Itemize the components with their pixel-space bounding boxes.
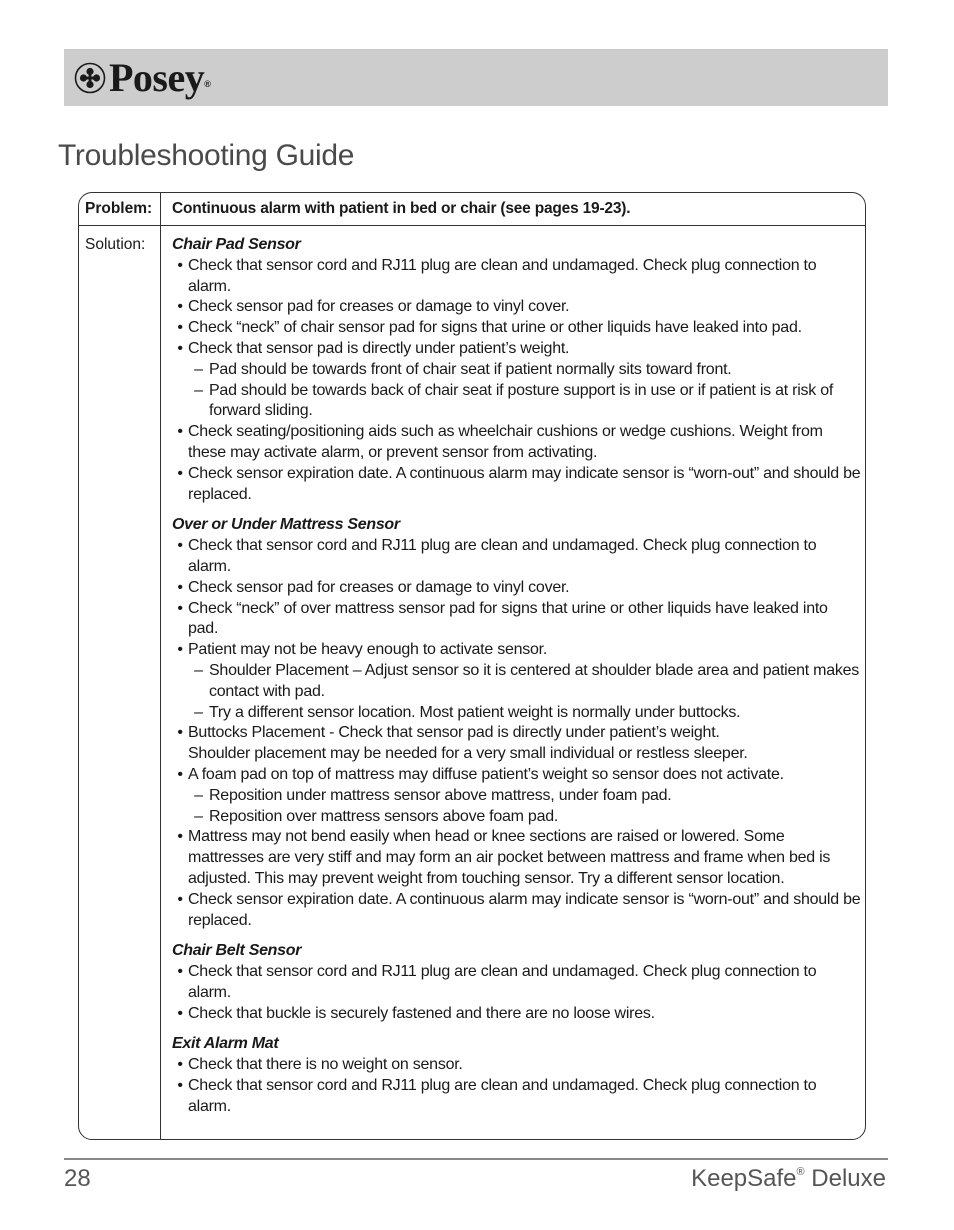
- bullet-marker: •: [177, 319, 183, 337]
- item-text: Check “neck” of chair sensor pad for signs that urine or other liquids have leaked into pad.: [188, 319, 802, 337]
- bullet-item: [172, 765, 862, 786]
- brand-name: Posey®: [109, 55, 211, 100]
- item-text: Check that sensor pad is directly under patient’s weight.: [188, 339, 570, 357]
- bullet-marker: •: [177, 890, 183, 908]
- brand-registered-mark: ®: [204, 79, 211, 89]
- item-text: Check that sensor cord and RJ11 plug are clean and undamaged. Check plug connection to alarm.: [188, 537, 817, 575]
- item-text: Check sensor pad for creases or damage to vinyl cover.: [188, 578, 570, 596]
- bullet-marker: •: [177, 963, 183, 981]
- item-text: Check “neck” of over mattress sensor pad for signs that urine or other liquids have leaked into pad.: [188, 599, 828, 638]
- problem-label: Problem:: [85, 200, 153, 217]
- item-text: Patient may not be heavy enough to activate sensor.: [188, 641, 548, 659]
- bullet-item: [172, 962, 862, 1004]
- bullet-marker: •: [177, 1004, 183, 1022]
- footer-rule: [64, 1158, 888, 1160]
- dash-marker: –: [194, 786, 203, 804]
- bullet-marker: •: [177, 599, 183, 617]
- bullet-item: [172, 256, 862, 298]
- section-title: Exit Alarm Mat: [172, 1035, 279, 1053]
- section-title: Over or Under Mattress Sensor: [172, 516, 400, 534]
- bullet-item: [172, 1004, 862, 1025]
- item-text: Reposition over mattress sensors above foam pad.: [209, 807, 559, 825]
- solution-section: [172, 941, 862, 1024]
- product-name: KeepSafe® Deluxe: [691, 1165, 886, 1192]
- bullet-marker: •: [177, 578, 183, 596]
- bullet-marker: •: [177, 537, 183, 555]
- dash-marker: –: [194, 661, 203, 679]
- page-title: Troubleshooting Guide: [58, 139, 355, 172]
- bullet-marker: •: [177, 765, 183, 783]
- solution-body: [172, 235, 862, 1128]
- bullet-item: [172, 890, 862, 932]
- item-text: Check that there is no weight on sensor.: [188, 1056, 463, 1074]
- continuation-text: Shoulder placement may be needed for a very small individual or restless sleeper.: [188, 745, 748, 763]
- item-text: Pad should be towards back of chair seat if posture support is in use or if patient is at risk of forward sliding.: [209, 381, 834, 420]
- bullet-marker: •: [177, 1077, 183, 1095]
- bullet-item: [172, 1055, 862, 1076]
- posey-cross-emblem-icon: [74, 62, 106, 94]
- problem-text: Continuous alarm with patient in bed or chair (see pages 19-23).: [172, 200, 631, 217]
- bullet-item: [172, 297, 862, 318]
- item-text: Shoulder Placement – Adjust sensor so it is centered at shoulder blade area and patient makes contact with pad.: [209, 661, 860, 700]
- item-text: Reposition under mattress sensor above mattress, under foam pad.: [209, 786, 672, 804]
- bullet-item: [172, 318, 862, 339]
- bullet-marker: •: [177, 339, 183, 357]
- bullet-item: [172, 578, 862, 599]
- header-bar: [64, 49, 888, 106]
- bullet-marker: •: [177, 1056, 183, 1074]
- page-number: 28: [64, 1165, 91, 1192]
- item-text: Buttocks Placement - Check that sensor pad is directly under patient’s weight.: [188, 724, 720, 742]
- item-text: Try a different sensor location. Most patient weight is normally under buttocks.: [209, 703, 741, 721]
- posey-logo: [74, 56, 210, 100]
- sub-bullet-item: [172, 703, 862, 724]
- bullet-item: [172, 599, 862, 641]
- product-registered-mark: ®: [796, 1166, 805, 1178]
- bullet-item: [172, 640, 862, 661]
- item-text: Check sensor expiration date. A continuous alarm may indicate sensor is “worn-out” and should be replaced.: [188, 890, 861, 929]
- row-divider: [79, 225, 865, 226]
- sub-bullet-item: [172, 381, 862, 423]
- bullet-marker: •: [177, 298, 183, 316]
- solution-label: Solution:: [85, 236, 146, 253]
- item-text: A foam pad on top of mattress may diffuse patient’s weight so sensor does not activate.: [188, 765, 784, 783]
- bullet-item: [172, 1076, 862, 1118]
- bullet-marker: •: [177, 256, 183, 274]
- item-text: Check that sensor cord and RJ11 plug are clean and undamaged. Check plug connection to alarm.: [188, 963, 817, 1001]
- dash-marker: –: [194, 381, 203, 399]
- item-text: Check seating/positioning aids such as wheelchair cushions or wedge cushions. Weight from these may activate alarm, or prevent sensor from activating.: [188, 423, 823, 461]
- bullet-marker: •: [177, 641, 183, 659]
- item-text: Check that sensor cord and RJ11 plug are clean and undamaged. Check plug connection to alarm.: [188, 1077, 817, 1115]
- column-divider: [160, 193, 161, 1139]
- bullet-item: [172, 536, 862, 578]
- bullet-marker: •: [177, 423, 183, 441]
- item-text: Check sensor pad for creases or damage to vinyl cover.: [188, 298, 570, 316]
- bullet-item: [172, 827, 862, 889]
- solution-section: [172, 1034, 862, 1117]
- sub-bullet-item: [172, 661, 862, 703]
- bullet-item: [172, 723, 862, 744]
- bullet-marker: •: [177, 724, 183, 742]
- section-title: Chair Belt Sensor: [172, 942, 302, 960]
- item-text: Check that buckle is securely fastened and there are no loose wires.: [188, 1004, 655, 1022]
- bullet-item: [172, 422, 862, 464]
- bullet-marker: •: [177, 464, 183, 482]
- solution-section: [172, 235, 862, 505]
- item-text: Pad should be towards front of chair seat if patient normally sits toward front.: [209, 360, 732, 378]
- dash-marker: –: [194, 360, 203, 378]
- section-title: Chair Pad Sensor: [172, 236, 301, 253]
- sub-bullet-item: [172, 807, 862, 828]
- item-text: Mattress may not bend easily when head or knee sections are raised or lowered. Some mattresses are very stiff and may form an air pocket between mattress and frame when bed is adjusted. This may prevent weight from touching sensor. Try a different sensor location.: [188, 828, 831, 887]
- bullet-item: [172, 464, 862, 506]
- bullet-marker: •: [177, 828, 183, 846]
- item-text: Check sensor expiration date. A continuous alarm may indicate sensor is “worn-out” and should be replaced.: [188, 464, 861, 503]
- solution-section: [172, 515, 862, 931]
- dash-marker: –: [194, 807, 203, 825]
- bullet-item: [172, 339, 862, 360]
- item-text: Check that sensor cord and RJ11 plug are clean and undamaged. Check plug connection to alarm.: [188, 256, 817, 295]
- dash-marker: –: [194, 703, 203, 721]
- sub-bullet-item: [172, 786, 862, 807]
- troubleshooting-table: [78, 192, 866, 1140]
- sub-bullet-item: [172, 360, 862, 381]
